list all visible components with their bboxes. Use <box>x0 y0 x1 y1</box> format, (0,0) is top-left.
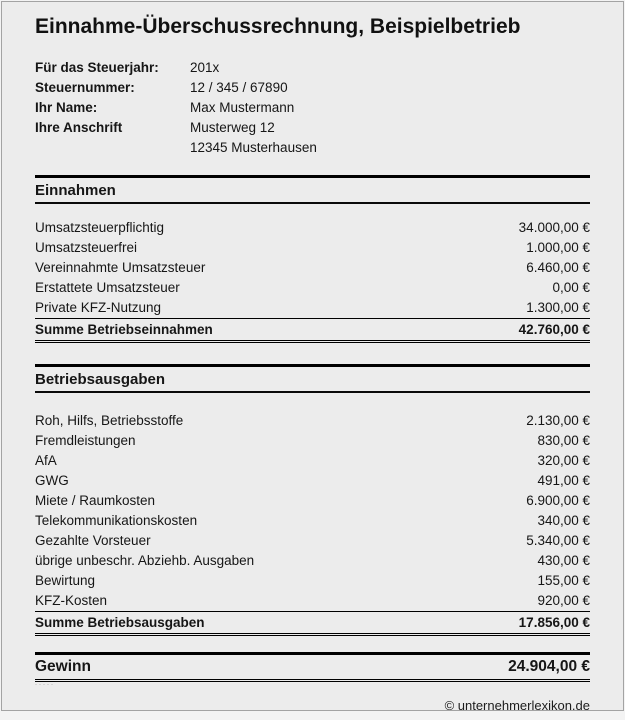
meta-row <box>35 78 590 98</box>
total-value: 42.760,00 € <box>518 322 590 337</box>
table-row <box>35 411 590 431</box>
page-title: Einnahme-Überschussrechnung, Beispielbetrieb <box>35 15 521 38</box>
row-value: 6.900,00 € <box>526 493 590 508</box>
row-label: KFZ-Kosten <box>35 593 108 608</box>
meta-row <box>35 58 590 78</box>
section-heading-label: Einnahmen <box>35 182 116 199</box>
row-label: GWG <box>35 473 69 488</box>
income-total-row <box>35 319 590 343</box>
profit-row <box>35 652 590 682</box>
row-label: Umsatzsteuerfrei <box>35 240 138 255</box>
table-row <box>35 471 590 491</box>
document-page <box>1 1 624 711</box>
expenses-total-row <box>35 612 590 636</box>
meta-value: 201x <box>190 60 220 75</box>
meta-label: Ihre Anschrift <box>35 120 123 135</box>
taxpayer-info-block <box>35 58 590 158</box>
table-row <box>35 571 590 591</box>
meta-value: 12 / 345 / 67890 <box>190 80 288 95</box>
row-label: Telekommunikationskosten <box>35 513 198 528</box>
row-label: Bewirtung <box>35 573 96 588</box>
table-row <box>35 531 590 551</box>
row-label: Vereinnahmte Umsatzsteuer <box>35 260 206 275</box>
table-row <box>35 298 590 318</box>
expenses-table <box>35 411 590 612</box>
expenses-section-heading <box>35 364 590 393</box>
row-label: Gezahlte Vorsteuer <box>35 533 151 548</box>
meta-label: Für das Steuerjahr: <box>35 60 159 75</box>
row-value: 1.000,00 € <box>526 240 590 255</box>
profit-value: 24.904,00 € <box>508 658 590 675</box>
table-row <box>35 491 590 511</box>
row-value: 1.300,00 € <box>526 300 590 315</box>
row-value: 34.000,00 € <box>518 220 590 235</box>
row-label: AfA <box>35 453 57 468</box>
row-value: 320,00 € <box>537 453 590 468</box>
meta-value: Max Mustermann <box>190 100 295 115</box>
row-value: 430,00 € <box>537 553 590 568</box>
meta-label: Ihr Name: <box>35 100 98 115</box>
meta-row <box>35 118 590 138</box>
meta-label: Steuernummer: <box>35 80 135 95</box>
row-value: 6.460,00 € <box>526 260 590 275</box>
table-row <box>35 278 590 298</box>
table-row <box>35 258 590 278</box>
row-label: Erstattete Umsatzsteuer <box>35 280 180 295</box>
income-section-heading <box>35 175 590 204</box>
table-row <box>35 218 590 238</box>
row-value: 155,00 € <box>537 573 590 588</box>
section-heading-label: Betriebsausgaben <box>35 371 166 388</box>
profit-label: Gewinn <box>35 658 91 675</box>
row-label: Roh, Hilfs, Betriebsstoffe <box>35 413 184 428</box>
row-label: Private KFZ-Nutzung <box>35 300 162 315</box>
table-row <box>35 238 590 258</box>
meta-row <box>35 98 590 118</box>
row-value: 491,00 € <box>537 473 590 488</box>
copyright-notice: © unternehmerlexikon.de <box>444 698 590 711</box>
total-label: Summe Betriebsausgaben <box>35 615 205 630</box>
row-value: 830,00 € <box>537 433 590 448</box>
document-content <box>2 13 623 711</box>
total-value: 17.856,00 € <box>518 615 590 630</box>
row-label: Fremdleistungen <box>35 433 136 448</box>
row-label: Umsatzsteuerpflichtig <box>35 220 165 235</box>
row-value: 5.340,00 € <box>526 533 590 548</box>
illegible-micro-text: ····· <box>35 682 55 688</box>
row-label: Miete / Raumkosten <box>35 493 156 508</box>
table-row <box>35 431 590 451</box>
table-row <box>35 551 590 571</box>
table-row <box>35 591 590 611</box>
meta-value: 12345 Musterhausen <box>190 140 317 155</box>
row-label: übrige unbeschr. Abziehb. Ausgaben <box>35 553 255 568</box>
row-value: 2.130,00 € <box>526 413 590 428</box>
table-row <box>35 511 590 531</box>
row-value: 0,00 € <box>552 280 590 295</box>
meta-label <box>35 138 190 158</box>
table-row <box>35 451 590 471</box>
row-value: 340,00 € <box>537 513 590 528</box>
row-value: 920,00 € <box>537 593 590 608</box>
meta-value: Musterweg 12 <box>190 120 275 135</box>
income-table <box>35 218 590 319</box>
total-label: Summe Betriebseinnahmen <box>35 322 213 337</box>
meta-row <box>35 138 590 158</box>
